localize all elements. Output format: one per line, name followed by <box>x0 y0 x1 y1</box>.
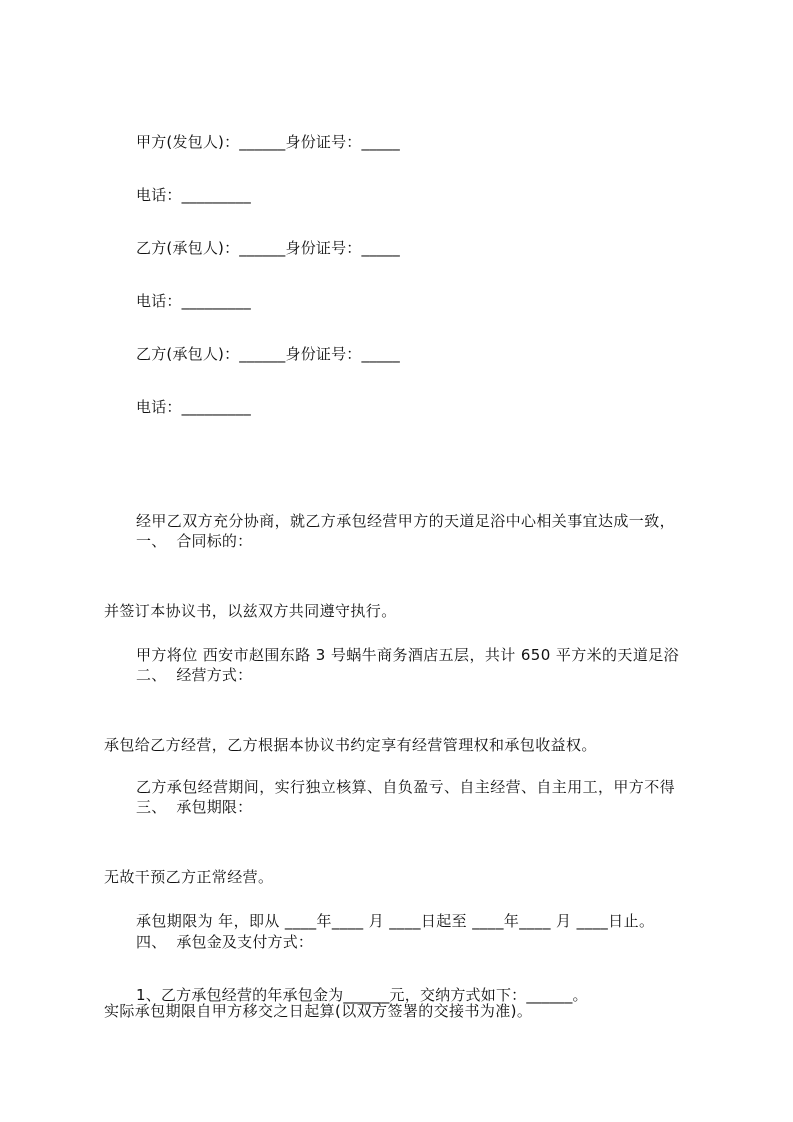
intro-line-1: 经甲乙双方充分协商，就乙方承包经营甲方的天道足浴中心相关事宜达成一致， <box>136 512 676 530</box>
party-b-line: 乙方(承包人)：______身份证号：_____ <box>136 239 401 257</box>
party-b2-phone-line: 电话：_________ <box>136 398 251 416</box>
section-4-line-1: 1、乙方承包经营的年承包金为______元，交纳方式如下：______。 <box>136 986 588 1004</box>
section-1-heading: 一、 合同标的： <box>136 532 253 550</box>
section-3-heading: 三、 承包期限： <box>136 798 253 816</box>
party-a-line: 甲方(发包人)：______身份证号：_____ <box>136 133 401 151</box>
section-1-line-2: 承包给乙方经营，乙方根据本协议书约定享有经营管理权和承包收益权。 <box>104 736 597 754</box>
party-b-phone-line: 电话：_________ <box>136 292 251 310</box>
section-1-line-1: 甲方将位 西安市赵围东路 3 号蜗牛商务酒店五层，共计 650 平方米的天道足浴 <box>136 646 680 664</box>
section-3-paragraph <box>104 846 714 1086</box>
intro-line-2: 并签订本协议书，以兹双方共同遵守执行。 <box>104 602 397 620</box>
party-a-phone-line: 电话：_________ <box>136 186 251 204</box>
section-2-heading: 二、 经营方式： <box>136 666 253 684</box>
section-3-line-1: 承包期限为 年，即从 ____年____ 月 ____日起至 ____年____ 月 ____日止。 <box>136 912 655 930</box>
party-b2-line: 乙方(承包人)：______身份证号：_____ <box>136 345 401 363</box>
section-2-line-2: 无故干预乙方正常经营。 <box>104 868 274 886</box>
section-4-heading: 四、 承包金及支付方式： <box>136 933 314 951</box>
section-2-line-1: 乙方承包经营期间，实行独立核算、自负盈亏、自主经营、自主用工，甲方不得 <box>136 778 676 796</box>
section-3-line-2: 实际承包期限自甲方移交之日起算(以双方签署的交接书为准)。 <box>104 1002 533 1020</box>
